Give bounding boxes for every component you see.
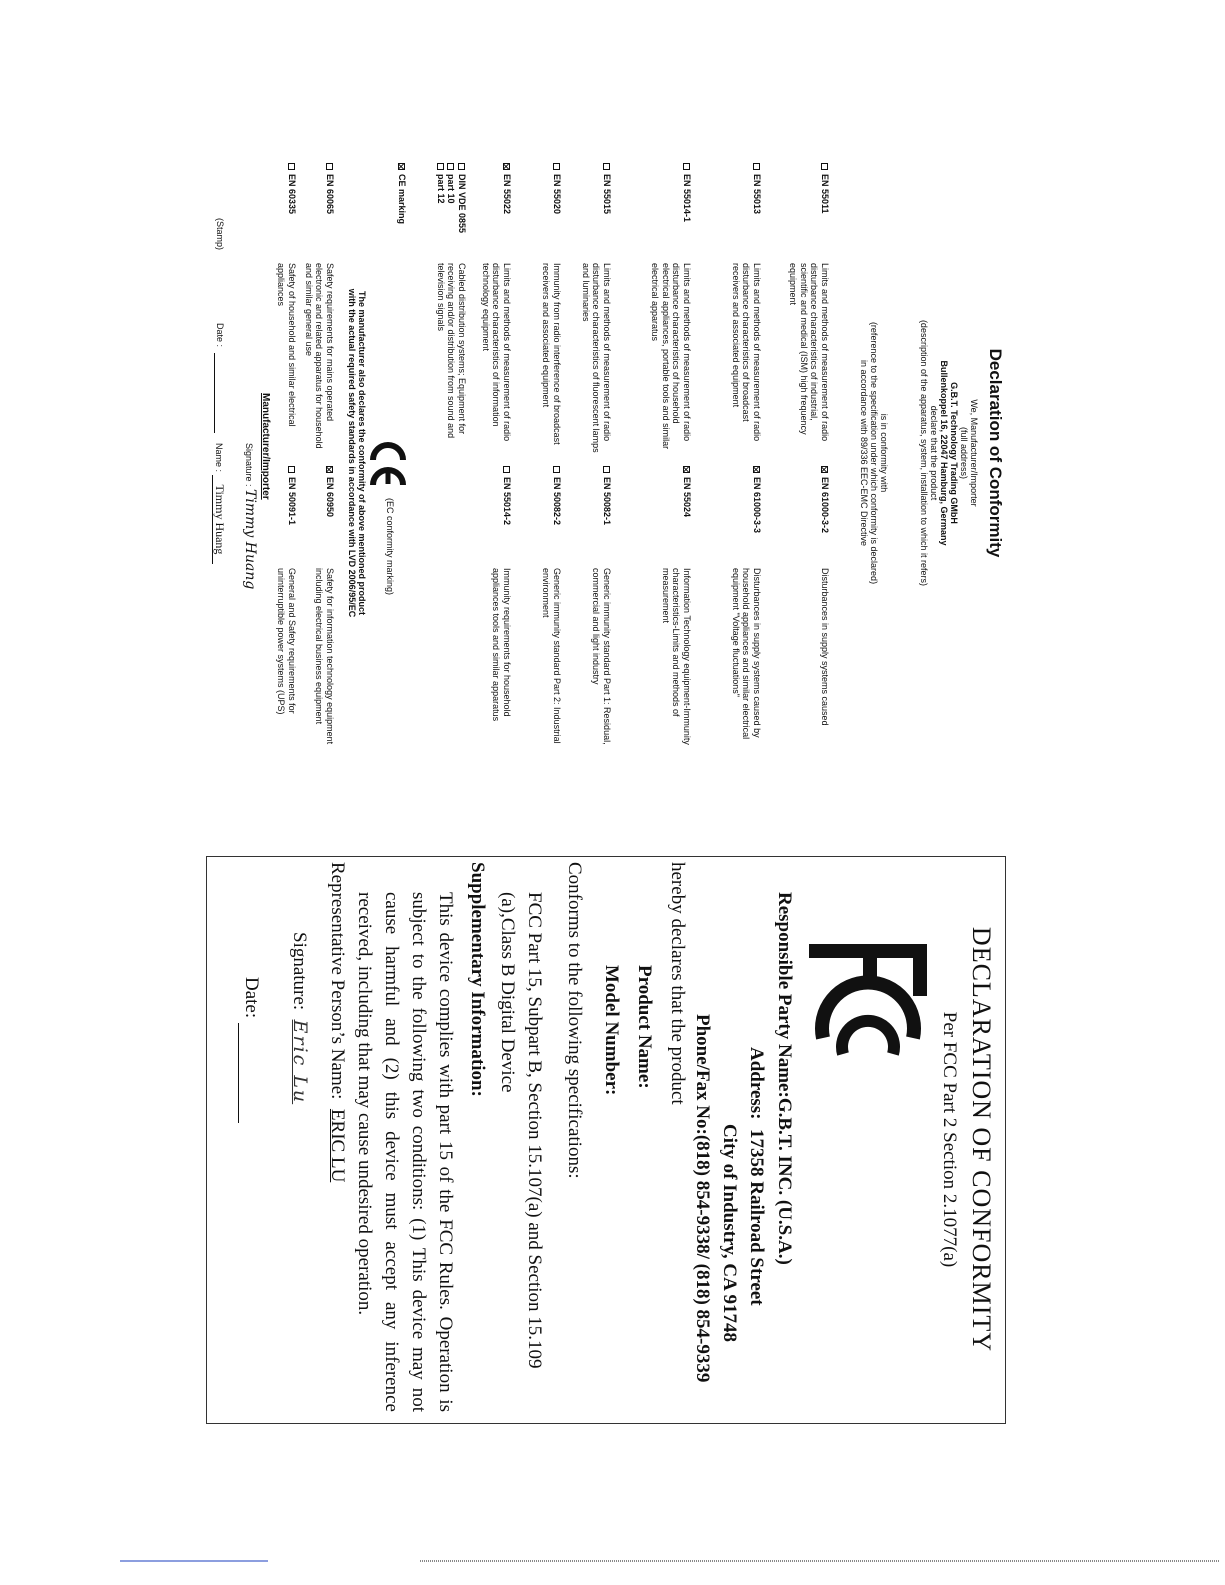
ce-title: Declaration of Conformity: [986, 348, 1005, 558]
fcc-model-number: Model Number:: [601, 965, 622, 1096]
ce-standard-desc: Disturbances in supply systems caused by household appliances and similar electrical equipment "Voltage fluctuations": [731, 568, 762, 740]
ce-standard-code: EN 60950: [325, 466, 336, 556]
fcc-city: City of Industry, CA 91748: [719, 1124, 740, 1342]
footer-rule: [0, 1558, 1225, 1578]
ce-standard-desc: Safety of household and similar electrical appliances: [276, 263, 297, 427]
ce-name-value: Timmy Huang: [212, 475, 227, 565]
ce-standard-code: EN 55013: [752, 163, 763, 251]
fcc-logo: [803, 942, 933, 1092]
checkbox-icon: [603, 466, 610, 473]
ce-address: Bullenkoppel 16, 22047 Hamburg, Germany: [939, 360, 949, 546]
ce-standard-desc: Immunity requirements for household appliances tools and similar apparatus: [491, 568, 512, 722]
ce-conformity-text: is in conformity with: [879, 413, 889, 493]
checked-box-icon: [753, 466, 760, 473]
ce-part-12: part 12: [436, 174, 446, 204]
ce-standard-code: EN 55015: [602, 163, 613, 251]
ce-standard-code: EN 60065: [325, 163, 336, 251]
ce-part-10: part 10: [446, 174, 457, 204]
ce-standard-desc: Safety requirements for mains operated electronic and related apparatus for household and similar general use: [304, 263, 335, 449]
checkbox-icon: [448, 163, 455, 170]
checked-box-icon: [326, 466, 333, 473]
fcc-supplementary-label: Supplementary Information:: [467, 862, 488, 1097]
fcc-rep-name: Representative Person’s Name: ERIC LU: [327, 862, 348, 1183]
ce-standard-row: [770, 163, 830, 743]
checked-box-icon: [503, 163, 510, 170]
fcc-supplementary-text: This device complies with part 15 of the FCC Rules. Operation is subject to the following two conditions: (1) This device may not cause harmful and (2) this device must accept any inference received, including that may cause undesired operation.: [354, 892, 456, 1412]
checkbox-icon: [503, 466, 510, 473]
ce-standard-desc: Limits and methods of measurement of radio disturbance characteristics of information technology equipment: [481, 263, 512, 442]
ce-standard-code: DIN VDE 0855 part 10 part 12: [436, 163, 468, 251]
ce-signature: Timmy Huang: [242, 489, 258, 590]
checkbox-icon: [288, 466, 295, 473]
ce-standard-desc: Limits and methods of measurement of radio disturbance characteristics of industrial, scientific and medical (ISM) high frequency equipment: [788, 263, 830, 442]
fcc-declares: hereby declares that the product: [667, 862, 688, 1105]
ce-description-label: (description of the apparatus, system, installation to which it refers): [919, 319, 929, 587]
fcc-declaration: [213, 862, 1003, 1417]
ce-standard-desc: Information Technology equipment-Immunity characteristics-Limits and methods of measurement: [661, 568, 692, 745]
ce-marking-note: (EC conformity marking): [385, 498, 395, 596]
ce-standard-code: EN 55014-1: [682, 163, 693, 251]
ce-declaration: [200, 163, 1015, 743]
ce-standard-row: [407, 163, 467, 743]
ce-standard-row: [632, 163, 692, 743]
checkbox-icon: [553, 163, 560, 170]
ce-declare-text: declare that the product: [929, 405, 939, 501]
fcc-address: Address: 17358 Railroad Street: [746, 1047, 767, 1306]
ce-directive: in accordance with 89/336 EEC-EMC Directive: [859, 359, 869, 547]
fcc-spec-2: (a),Class B Digital Device: [497, 892, 518, 1093]
checkbox-icon: [437, 163, 444, 170]
ce-also-declares-2: with the actual required safety standards in accordance with LVD 2006/95/EC: [347, 288, 357, 618]
ce-standard-code: EN 55020: [552, 163, 563, 251]
ce-manufacturer-label: We, Manufacturer/Importer: [969, 399, 979, 507]
fcc-product-name: Product Name:: [634, 965, 655, 1089]
ce-name: [214, 443, 226, 743]
ce-signature-line: [244, 443, 256, 743]
ce-standard-desc: Generic immunity standard Part 1: Residual, commercial and light industry: [591, 568, 612, 745]
checkbox-icon: [553, 466, 560, 473]
ce-standard-desc: General and Safety requirements for uninterruptible power systems (UPS): [276, 568, 297, 715]
ce-standard-code: EN 55022: [502, 163, 513, 251]
ce-reference-label: (reference to the specification under which conformity is declared): [869, 321, 879, 585]
ce-standard-desc: Disturbances in supply systems caused: [820, 568, 830, 726]
ce-manufacturer-importer: Manufacturer/Importer: [260, 393, 271, 500]
ce-standard-code: EN 50091-1: [287, 466, 298, 556]
fcc-subtitle: Per FCC Part 2 Section 2.1077(a): [939, 1011, 960, 1268]
ce-standard-desc: Limits and methods of measurement of radio disturbance characteristics of fluorescent lamps and luminaries: [581, 263, 612, 453]
fcc-date: Date:: [238, 977, 265, 1123]
ce-standard-desc: Limits and methods of measurement of radio disturbance characteristics of household electrical appliances, portable tools and similar electrical apparatus: [650, 263, 692, 450]
checkbox-icon: [821, 163, 828, 170]
checkbox-icon: [288, 163, 295, 170]
ce-standard-code: EN 50082-2: [552, 466, 563, 556]
ce-standard-desc: Limits and methods of measurement of radio disturbance characteristics of broadcast receivers and associated equipment: [731, 263, 762, 442]
ce-name-label: Name :: [214, 443, 224, 473]
ce-marking-code: CE marking: [397, 163, 408, 251]
ce-standard-row: [702, 163, 762, 743]
ce-mark-logo: [369, 438, 407, 488]
ce-date: Date :: [215, 323, 226, 433]
ce-stamp-label: (Stamp): [215, 218, 225, 251]
ce-standard-code: EN 55024: [682, 466, 693, 556]
checkbox-icon: [326, 163, 333, 170]
ce-standard-desc: Generic immunity standard Part 2: Industrial environment: [541, 568, 562, 744]
ce-standard-code: EN 61000-3-2: [820, 466, 831, 556]
fcc-spec-1: FCC Part 15, Subpart B, Section 15.107(a) and Section 15.109: [524, 892, 545, 1369]
ce-standard-desc: Safety for information technology equipment including electrical business equipment: [314, 568, 335, 745]
ce-standard-code: EN 55011: [820, 163, 831, 251]
checkbox-icon: [603, 163, 610, 170]
checkbox-icon: [753, 163, 760, 170]
fcc-party: Responsible Party Name:G.B.T. INC. (U.S.A.): [774, 892, 795, 1265]
ce-standard-code: EN 55014-2: [502, 466, 513, 556]
fcc-conforms: Conforms to the following specifications:: [564, 862, 585, 1179]
fcc-phone: Phone/Fax No:(818) 854-9338/ (818) 854-9339: [692, 1014, 713, 1383]
ce-standard-desc: Immunity from radio interference of broadcast receivers and associated equipment: [541, 263, 562, 445]
checked-box-icon: [398, 163, 405, 170]
ce-standard-code: EN 50082-1: [602, 466, 613, 556]
checked-box-icon: [683, 466, 690, 473]
ce-full-address-label: (full address): [959, 426, 969, 480]
ce-standard-code: EN 60335: [287, 163, 298, 251]
ce-standard-code: EN 61000-3-3: [752, 466, 763, 556]
ce-signature-label: Signature :: [244, 443, 254, 487]
checkbox-icon: [683, 163, 690, 170]
checkbox-icon: [458, 163, 465, 170]
fcc-title: DECLARATION OF CONFORMITY: [967, 926, 996, 1353]
checked-box-icon: [821, 466, 828, 473]
ce-also-declares: The manufacturer also declares the conformity of above mentioned product: [357, 290, 367, 616]
ce-standard-desc: Cabled distribution systems; Equipment for receiving and/or distribution from sound and television signals: [436, 263, 467, 439]
ce-company: G.B.T. Technology Trading GMbH: [949, 382, 959, 524]
fcc-signature: Signature: Eric Lu: [289, 932, 311, 1105]
